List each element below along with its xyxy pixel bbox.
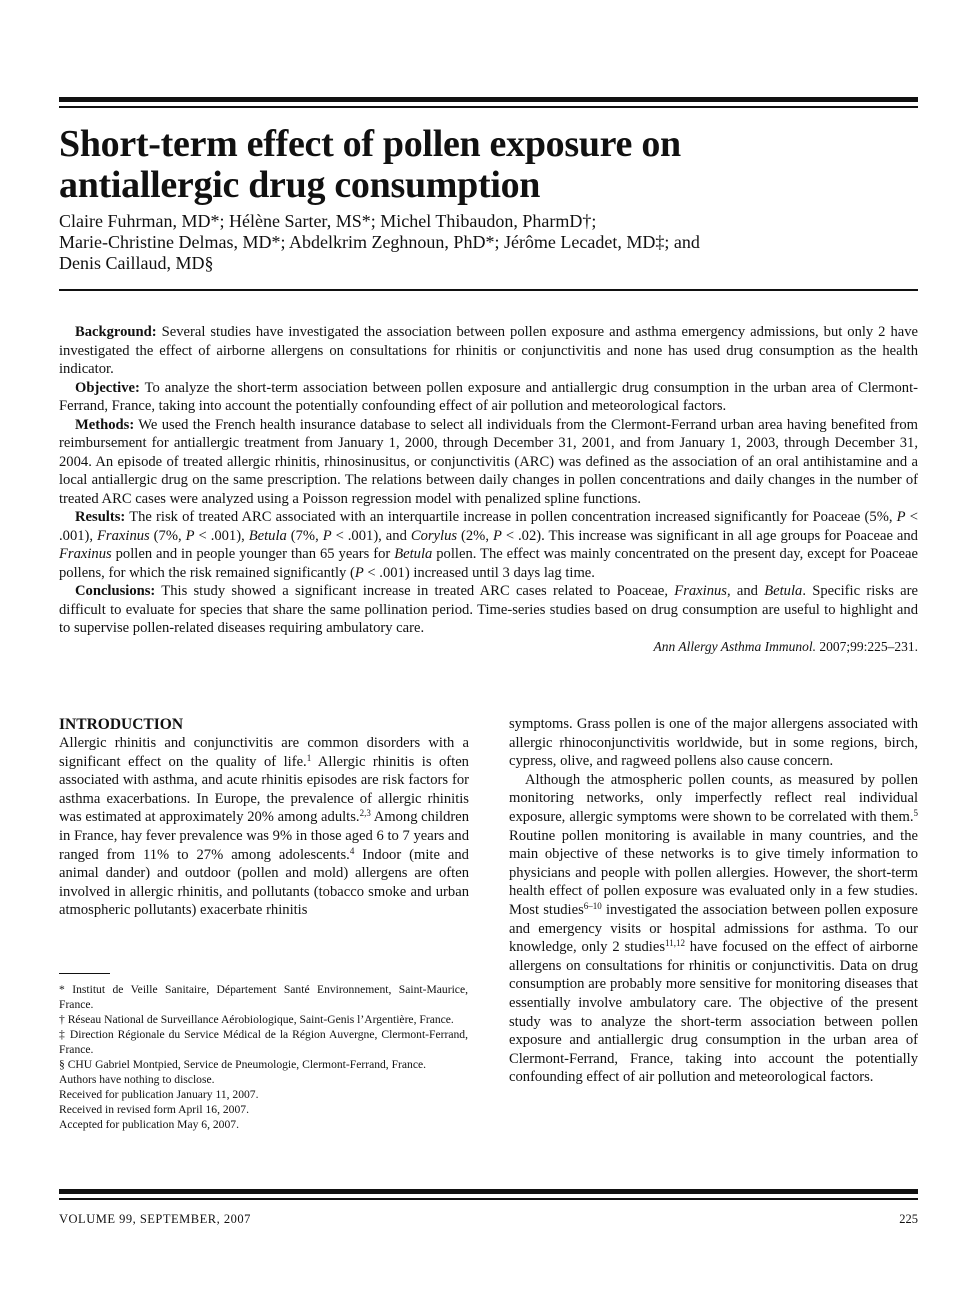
methods-text: We used the French health insurance database to select all individuals from the Clermont-Ferrand urban area having benefited from reimbursement for antiallergic treatment from January 1, 2000, through December 31, 2001, and from January 1, 2003, through December 31, 2004. An episode of treated allergic rhinitis, rhinosinusitus, or conjunctivitis (ARC) was defined as the association of an oral antihistamine and a local antiallergic drug on the same prescription. The relations between daily changes in pollen concentrations and daily changes in the number of treated ARC cases were analyzed using a Poisson regression model with penalized spline functions. bbox=[59, 416, 919, 507]
author-list bbox=[59, 211, 919, 274]
objective-text: To analyze the short-term association between pollen exposure and antiallergic drug consumption in the urban area of Clermont-Ferrand, France, taking into account the potentially confounding effect of air pollution and meteorological factors. bbox=[59, 379, 919, 414]
abstract-methods bbox=[59, 416, 918, 509]
abstract-results bbox=[59, 508, 918, 582]
title-line-1: Short-term effect of pollen exposure on bbox=[59, 123, 681, 165]
footnote-affiliation-1: * Institut de Veille Sanitaire, Département Santé Environnement, Saint-Maurice, France. bbox=[59, 983, 468, 1011]
authors-line-1: Claire Fuhrman, MD*; Hélène Sarter, MS*; Michel Thibaudon, PharmD†; bbox=[59, 211, 597, 231]
authors-line-3: Denis Caillaud, MD§ bbox=[59, 253, 214, 273]
conclusions-text: This study showed a significant increase in treated ARC cases related to Poaceae, Fraxinus, and Betula. Specific risks are difficult to evaluate for species that share the same pollination period. Time-series studies based on drug consumption are useful to highlight and to supervise pollen-related diseases requiring ambulatory care. bbox=[59, 583, 918, 636]
title-line-2: antiallergic drug consumption bbox=[59, 164, 541, 206]
citation-journal: Ann Allergy Asthma Immunol. bbox=[653, 638, 816, 654]
intro-paragraph-2: Although the atmospheric pollen counts, as measured by pollen monitoring networks, only imperfectly reflect real individual exposure, allergic symptoms were shown to be correlated with them.$^5$ Routine pollen monitoring is available in many countries, and the main objective of these networks is to give timely information to physicians and people with pollen allergies. However, the short-term health effect of pollen exposure was evaluated only in a few studies. Most studies$^{6-10}$ investigated the association between pollen exposure and emergency visits or hospital admissions for asthma. To our knowledge, only 2 studies$^{11,12}$ have focused on the effect of airborne allergens on consultations for rhinitis or conjunctivitis. Data on drug consumption are probably more sensitive for monitoring diseases that essentially involve ambulatory care. The objective of the present study was to analyze the short-term association between pollen exposure and antiallergic drug consumption in the urban area of Clermont-Ferrand, France, taking into account the potentially confounding effect of air pollution and meteorological factors. bbox=[509, 771, 918, 1086]
results-text: The risk of treated ARC associated with an interquartile increase in pollen concentration increased significantly for Poaceae (5%, P < .001), Fraxinus (7%, P < .001), Betula (7%, P < .001), and Corylus (2%, P < .02). This increase was significant in all age groups for Poaceae and Fraxinus pollen and in people younger than 65 years for Betula pollen. The effect was mainly concentrated on the present day, except for Poaceae pollens, for which the risk remained significantly (P < .001) increased until 3 days lag time. bbox=[59, 509, 918, 581]
header-divider bbox=[59, 289, 918, 291]
bottom-rule-thin bbox=[59, 1198, 918, 1200]
background-label: Background: bbox=[75, 324, 157, 340]
results-label: Results: bbox=[75, 509, 126, 525]
body-column-left bbox=[59, 715, 469, 920]
authors-line-2: Marie-Christine Delmas, MD*; Abdelkrim Zeghnoun, PhD*; Jérôme Lecadet, MD‡; and bbox=[59, 232, 700, 252]
body-column-right bbox=[509, 715, 918, 1087]
top-rule-thick bbox=[59, 97, 918, 102]
footnote-revised: Received in revised form April 16, 2007. bbox=[59, 1103, 249, 1116]
background-text: Several studies have investigated the association between pollen exposure and asthma emergency admissions, but only 2 have investigated the effect of airborne allergens on consultations for rhinitis or conjunctivitis and none has used drug consumption as the health indicator. bbox=[59, 324, 918, 377]
methods-label: Methods: bbox=[75, 416, 135, 433]
footnotes bbox=[59, 982, 468, 1132]
bottom-rule-thick bbox=[59, 1189, 918, 1194]
footer-volume: VOLUME 99, SEPTEMBER, 2007 bbox=[59, 1212, 251, 1226]
footnote-affiliation-4: § CHU Gabriel Montpied, Service de Pneumologie, Clermont-Ferrand, France. bbox=[59, 1058, 427, 1071]
abstract bbox=[59, 323, 918, 656]
footer-page-number: 225 bbox=[899, 1212, 918, 1226]
section-heading-introduction: INTRODUCTION bbox=[59, 716, 184, 733]
article-title bbox=[59, 124, 919, 206]
footnote-disclosure: Authors have nothing to disclose. bbox=[59, 1073, 215, 1086]
objective-label: Objective: bbox=[75, 379, 140, 396]
footnote-accepted: Accepted for publication May 6, 2007. bbox=[59, 1118, 239, 1131]
intro-paragraph-1: Allergic rhinitis and conjunctivitis are common disorders with a significant effect on the quality of life.$^1$ Allergic rhinitis is often associated with asthma, and acute rhinitis episodes are risk factors for asthma exacerbations. In Europe, the prevalence of allergic rhinitis was estimated at approximately 20% among adults.$^{2,3}$ Among children in France, hay fever prevalence was 9% in those aged 6 to 7 years and ranged from 11% to 27% among adolescents.$^4$ Indoor (mite and animal dander) and outdoor (pollen and mold) allergens are often involved in allergic rhinitis, and pollutants (tobacco smoke and urban atmospheric pollutants) exacerbate rhinitis bbox=[59, 735, 470, 919]
intro-paragraph-1-continued: symptoms. Grass pollen is one of the major allergens associated with allergic rhinoconjunctivitis worldwide, but in some regions, birch, cypress, olive, and ragweed pollens also cause concern. bbox=[509, 716, 918, 770]
abstract-conclusions bbox=[59, 582, 918, 638]
footnote-affiliation-3: ‡ Direction Régionale du Service Médical de la Région Auvergne, Clermont-Ferrand, France. bbox=[59, 1028, 468, 1056]
abstract-background bbox=[59, 323, 918, 379]
citation-volume: 2007;99:225–231. bbox=[815, 638, 918, 654]
footnote-affiliation-2: † Réseau National de Surveillance Aérobiologique, Saint-Genis l’Argentière, France. bbox=[59, 1013, 454, 1026]
abstract-objective bbox=[59, 379, 918, 416]
citation bbox=[59, 638, 918, 657]
top-rule-thin bbox=[59, 106, 918, 108]
conclusions-label: Conclusions: bbox=[75, 583, 156, 599]
footnote-received: Received for publication January 11, 2007. bbox=[59, 1088, 259, 1101]
footnote-rule bbox=[59, 973, 110, 974]
